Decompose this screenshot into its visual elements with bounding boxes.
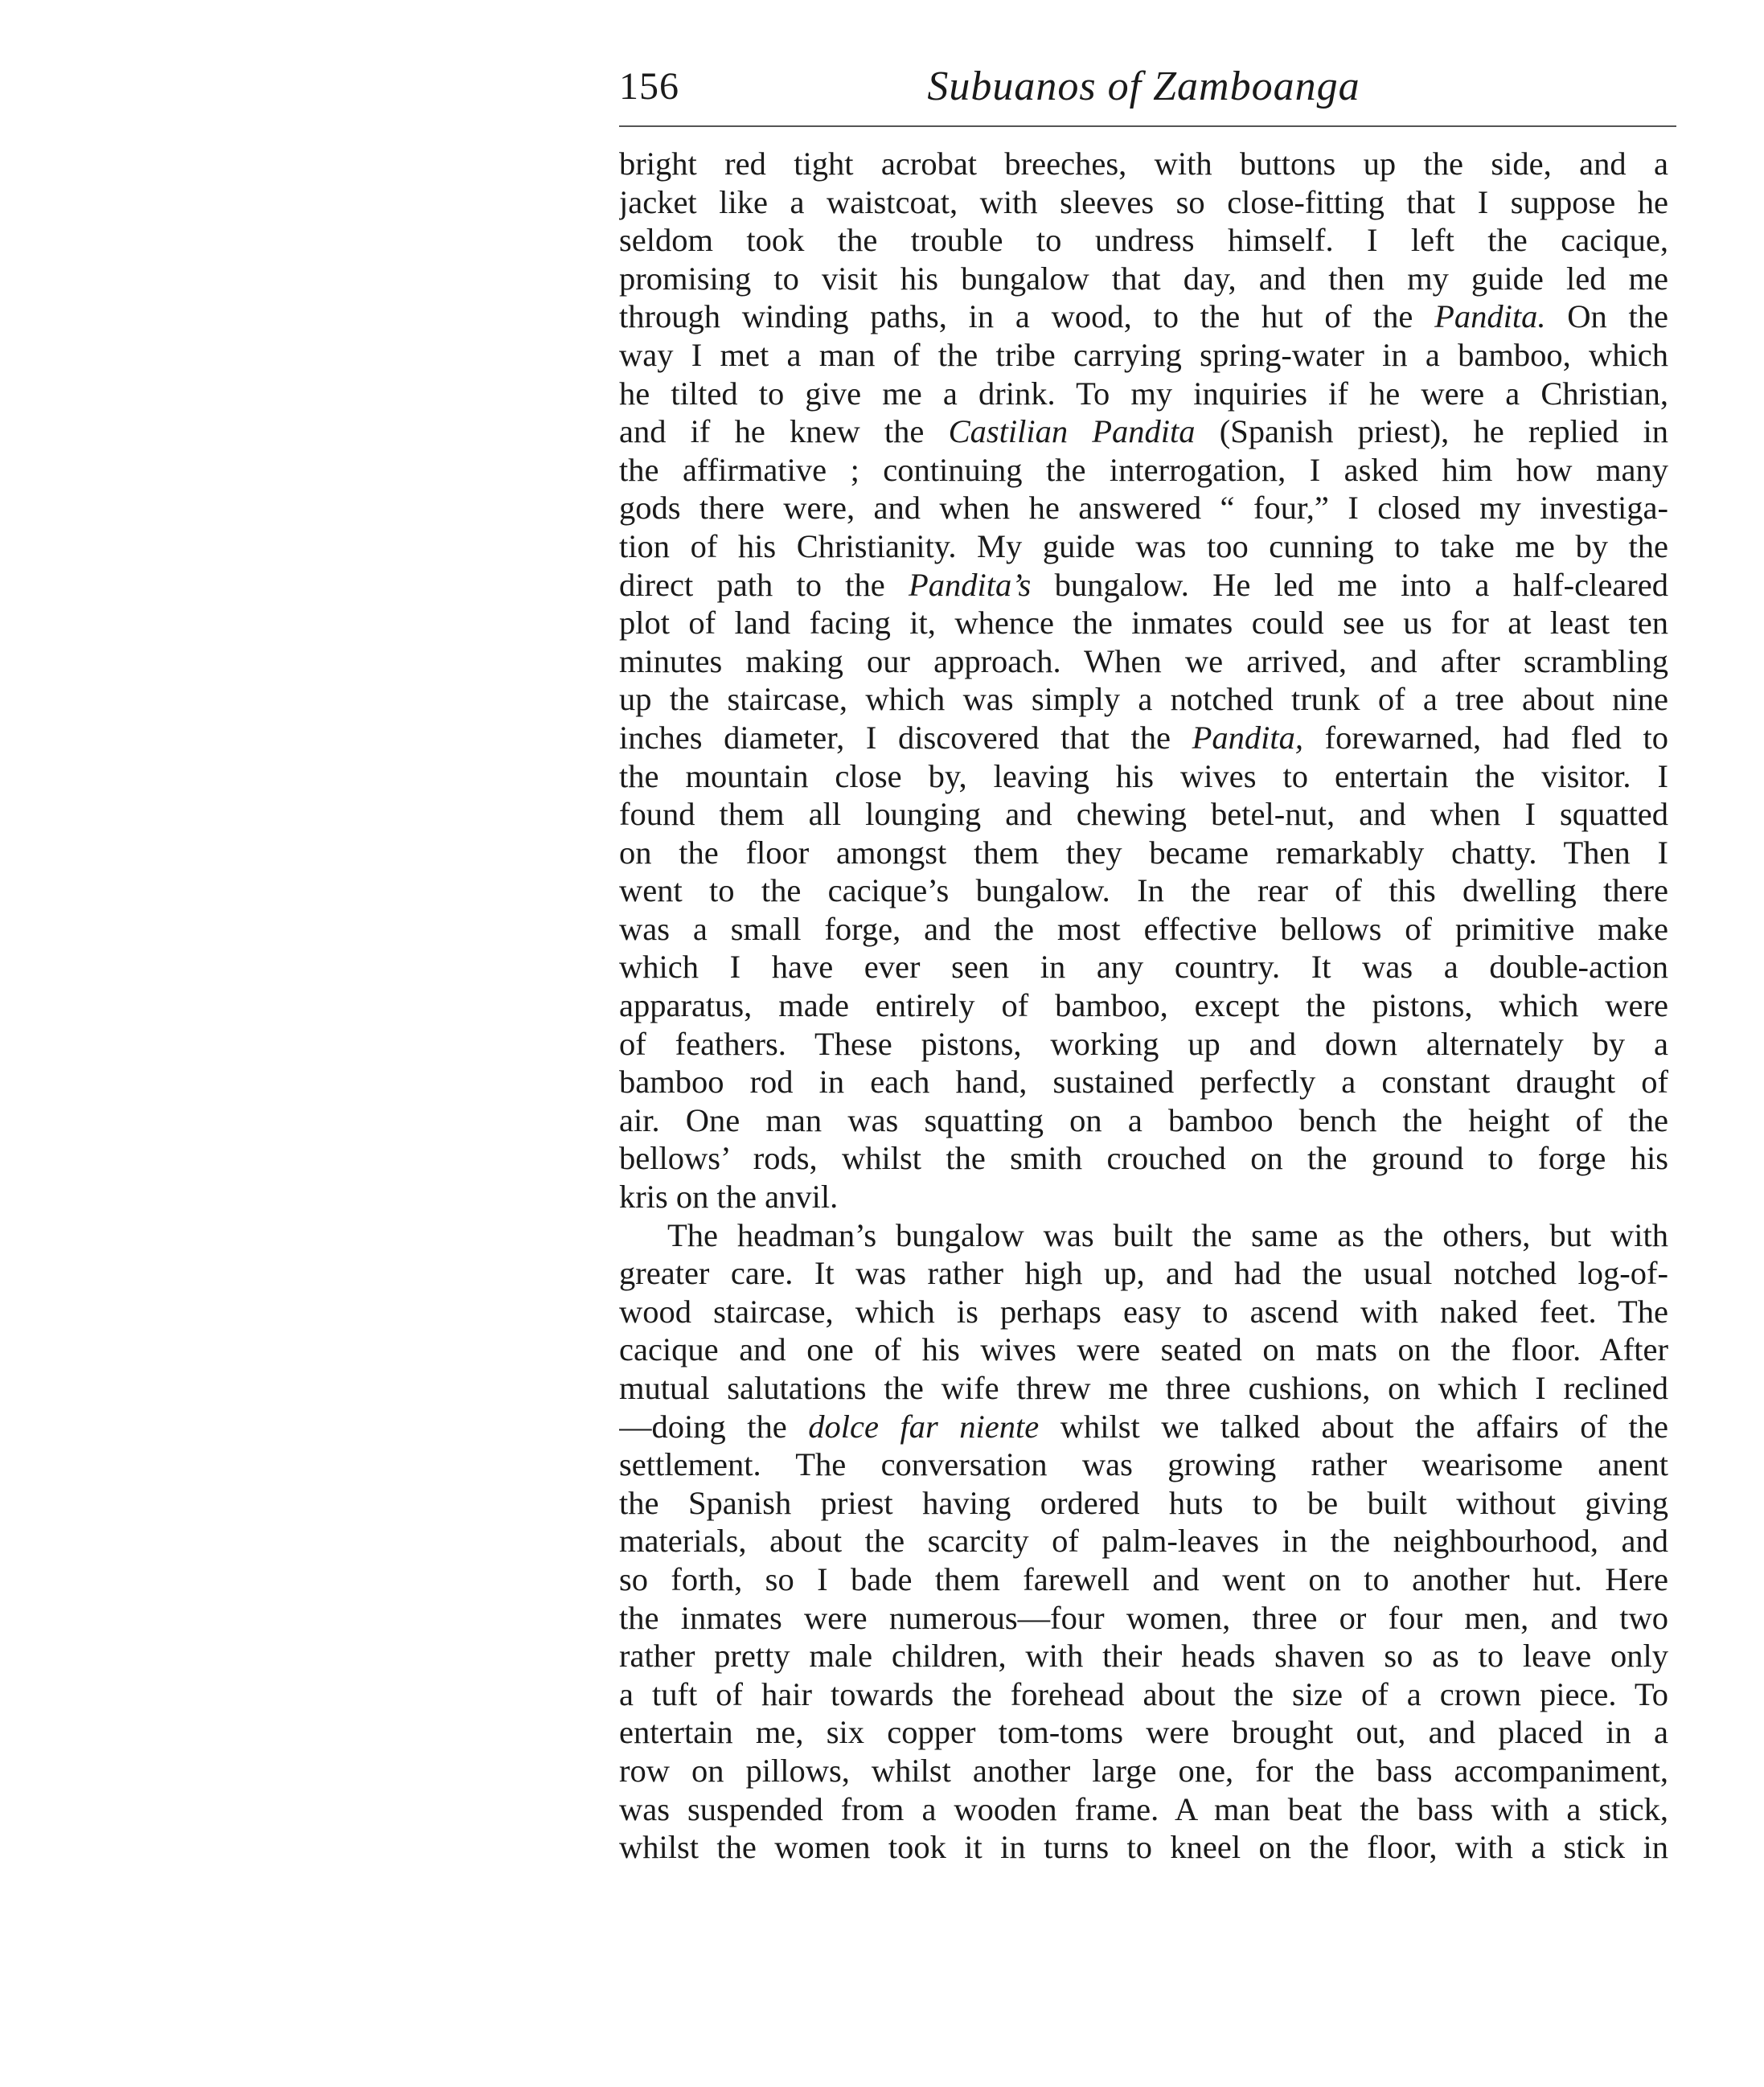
running-title: Subuanos of Zamboanga — [927, 64, 1360, 109]
text-segment: greater care. It was rather high up, and had the usual notched log-of- — [619, 1255, 1668, 1292]
text-segment: up the staircase, which was simply a notched trunk of a tree about nine — [619, 681, 1668, 718]
text-segment: bamboo rod in each hand, sustained perfectly a constant draught of — [619, 1064, 1668, 1101]
text-segment: he tilted to give me a drink. To my inquiries if he were a Christian, — [619, 375, 1668, 412]
text-line — [619, 1025, 1668, 1064]
text-segment: minutes making our approach. When we arrived, and after scrambling — [619, 642, 1668, 679]
text-segment: tion of his Christianity. My guide was too cunning to take me by the — [619, 527, 1668, 564]
text-segment: direct path to the — [619, 566, 909, 603]
italic-text: Pandita’s — [909, 566, 1032, 603]
text-line — [619, 527, 1668, 566]
text-line — [619, 336, 1668, 375]
text-segment: the mountain close by, leaving his wives to entertain the visitor. I — [619, 757, 1668, 794]
text-segment: air. One man was squatting on a bamboo bench the height of the — [619, 1101, 1668, 1138]
text-line — [619, 1063, 1668, 1101]
text-line — [619, 1331, 1668, 1369]
text-line — [619, 1254, 1668, 1293]
text-segment: settlement. The conversation was growing rather wearisome anent — [619, 1446, 1668, 1483]
text-line — [619, 1637, 1668, 1675]
text-line — [619, 1408, 1668, 1446]
text-segment: was suspended from a wooden frame. A man beat the bass with a stick, — [619, 1790, 1668, 1827]
text-line — [619, 1828, 1668, 1867]
text-line — [619, 1675, 1668, 1714]
text-line — [619, 680, 1668, 719]
text-line — [619, 795, 1668, 834]
text-line — [619, 719, 1668, 757]
text-segment: row on pillows, whilst another large one, for the bass accompaniment, — [619, 1752, 1668, 1789]
text-segment: and if he knew the — [619, 413, 949, 450]
text-segment: through winding paths, in a wood, to the hut of the — [619, 298, 1435, 335]
text-line — [619, 566, 1668, 605]
book-page — [619, 56, 1668, 1867]
running-head — [619, 56, 1668, 137]
text-line — [619, 1369, 1668, 1408]
text-segment: was a small forge, and the most effective bellows of primitive make — [619, 910, 1668, 947]
text-segment: went to the cacique’s bungalow. In the rear of this dwelling there — [619, 872, 1668, 909]
text-segment: entertain me, six copper tom-toms were brought out, and placed in a — [619, 1714, 1668, 1751]
text-segment: wood staircase, which is perhaps easy to ascend with naked feet. The — [619, 1293, 1668, 1330]
text-segment: on the floor amongst them they became remarkably chatty. Then I — [619, 834, 1668, 871]
text-line — [619, 1713, 1668, 1752]
text-line — [619, 1178, 1668, 1216]
text-segment: whilst we talked about the affairs of the — [1039, 1408, 1668, 1445]
text-segment: bellows’ rods, whilst the smith crouched on the ground to forge his — [619, 1140, 1668, 1177]
text-line — [619, 1101, 1668, 1140]
text-segment: cacique and one of his wives were seated on mats on the floor. After — [619, 1331, 1668, 1368]
paragraph — [619, 145, 1668, 1216]
text-line — [619, 1484, 1668, 1523]
text-line — [619, 1139, 1668, 1178]
text-line — [619, 604, 1668, 642]
text-segment: jacket like a waistcoat, with sleeves so close-fitting that I suppose he — [619, 183, 1668, 220]
text-line — [619, 910, 1668, 949]
text-line — [619, 221, 1668, 260]
text-segment: found them all lounging and chewing betel-nut, and when I squatted — [619, 796, 1668, 833]
text-segment: which I have ever seen in any country. It was a double-action — [619, 949, 1668, 986]
text-segment: materials, about the scarcity of palm-leaves in the neighbourhood, and — [619, 1523, 1668, 1560]
text-line — [619, 260, 1668, 298]
body-text — [619, 145, 1668, 1867]
text-line — [619, 1293, 1668, 1331]
text-segment: inches diameter, I discovered that the — [619, 719, 1192, 756]
text-line — [619, 948, 1668, 986]
text-line — [619, 1445, 1668, 1484]
text-segment: bungalow. He led me into a half-cleared — [1031, 566, 1668, 603]
text-segment: a tuft of hair towards the forehead about the size of a crown piece. To — [619, 1675, 1668, 1712]
italic-text: Castilian Pandita — [948, 413, 1196, 450]
text-line — [619, 757, 1668, 796]
text-segment: On the — [1545, 298, 1668, 335]
text-line — [619, 1599, 1668, 1638]
text-segment: plot of land facing it, whence the inmates could see us for at least ten — [619, 605, 1668, 642]
text-segment: seldom took the trouble to undress himself. I left the cacique, — [619, 222, 1668, 259]
text-segment: the affirmative ; continuing the interrogation, I asked him how many — [619, 451, 1668, 488]
text-segment: —doing the — [619, 1408, 809, 1445]
text-line — [619, 489, 1668, 527]
text-line — [619, 451, 1668, 490]
text-line — [619, 1560, 1668, 1599]
text-line — [619, 412, 1668, 451]
text-line — [619, 1752, 1668, 1790]
text-segment: rather pretty male children, with their heads shaven so as to leave only — [619, 1638, 1668, 1675]
text-segment: promising to visit his bungalow that day, and then my guide led me — [619, 260, 1668, 297]
text-segment: (Spanish priest), he replied in — [1195, 413, 1668, 450]
text-segment: apparatus, made entirely of bamboo, except the pistons, which were — [619, 987, 1668, 1024]
page-number: 156 — [619, 65, 679, 108]
italic-text: Pandita, — [1192, 719, 1303, 756]
text-line — [619, 642, 1668, 681]
text-line — [619, 375, 1668, 413]
text-line — [619, 183, 1668, 222]
text-segment: whilst the women took it in turns to kneel on the floor, with a stick in — [619, 1829, 1668, 1866]
text-line — [619, 297, 1668, 336]
text-segment: forewarned, had fled to — [1302, 719, 1668, 756]
text-segment: kris on the anvil. — [619, 1179, 839, 1216]
text-segment: gods there were, and when he answered “ four,” I closed my investiga- — [619, 490, 1668, 527]
text-line — [619, 145, 1668, 183]
text-segment: bright red tight acrobat breeches, with buttons up the side, and a — [619, 146, 1668, 182]
text-segment: of feathers. These pistons, working up and down alternately by a — [619, 1025, 1668, 1062]
text-segment: the inmates were numerous—four women, three or four men, and two — [619, 1599, 1668, 1636]
italic-text: Pandita. — [1434, 298, 1546, 335]
text-line — [619, 871, 1668, 910]
text-segment: the Spanish priest having ordered huts to be built without giving — [619, 1484, 1668, 1521]
text-segment: mutual salutations the wife threw me three cushions, on which I reclined — [619, 1370, 1668, 1406]
text-line — [619, 834, 1668, 872]
italic-text: dolce far niente — [808, 1408, 1040, 1445]
text-line — [619, 1522, 1668, 1560]
paragraph — [619, 1216, 1668, 1867]
text-segment: way I met a man of the tribe carrying spring-water in a bamboo, which — [619, 336, 1668, 373]
text-segment: The headman’s bungalow was built the same as the others, but with — [667, 1216, 1668, 1253]
text-segment: so forth, so I bade them farewell and went on to another hut. Here — [619, 1560, 1668, 1597]
text-line — [619, 986, 1668, 1025]
text-line — [619, 1790, 1668, 1829]
text-line — [619, 1216, 1668, 1255]
header-rule — [619, 125, 1676, 127]
